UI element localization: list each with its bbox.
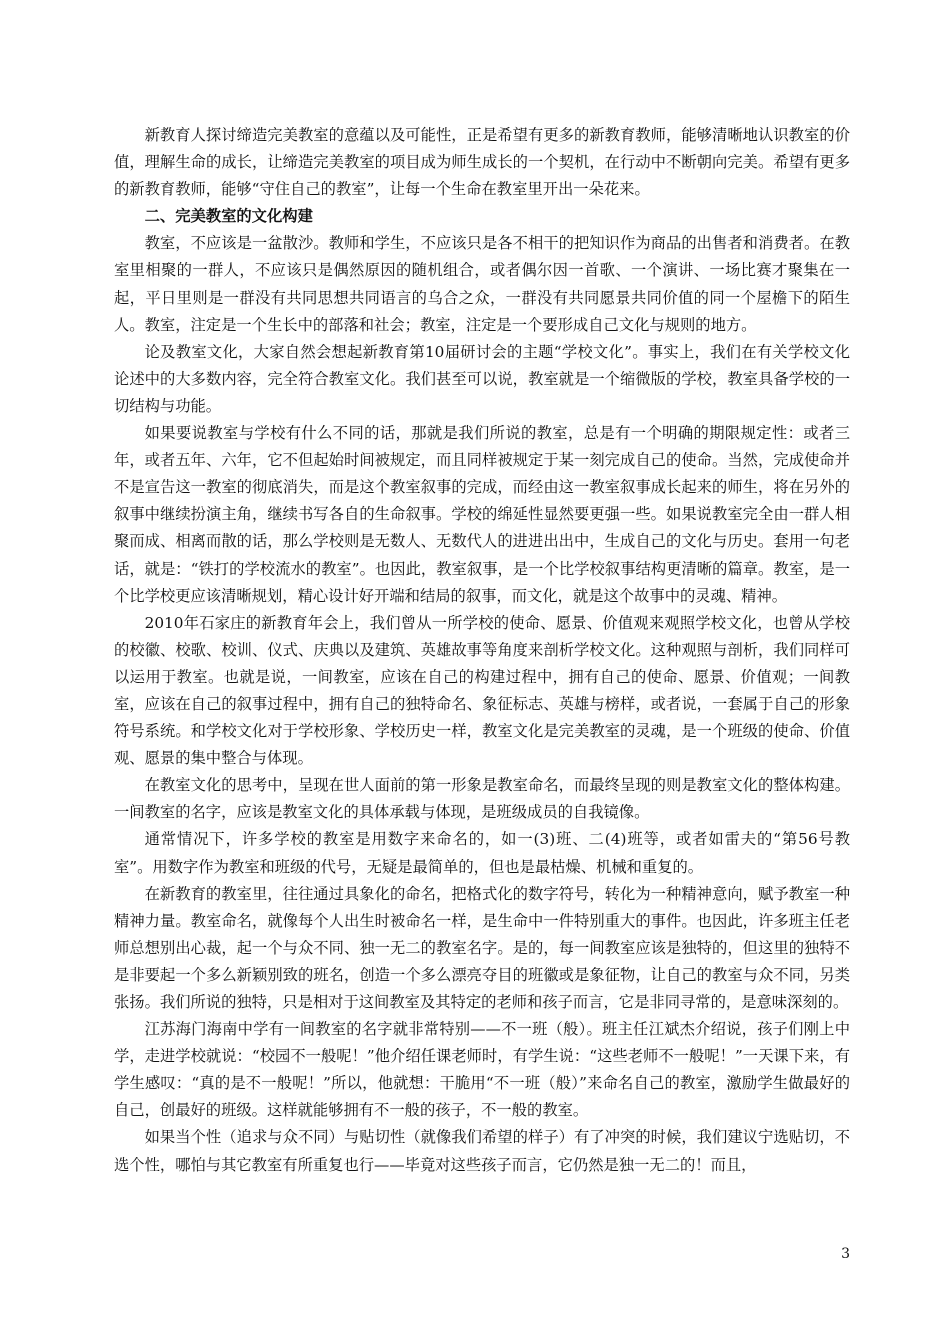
body-paragraph: 如果当个性（追求与众不同）与贴切性（就像我们希望的样子）有了冲突的时候，我们建议宁选贴切，不选个性，哪怕与其它教室有所重复也行——毕竟对这些孩子而言，它仍然是独一无二的！而且， bbox=[114, 1128, 850, 1174]
body-paragraph: 通常情况下，许多学校的教室是用数字来命名的，如一(3)班、二(4)班等，或者如雷夫的“第56号教室”。用数字作为教室和班级的代号，无疑是最简单的，但也是最枯燥、机械和重复的。 bbox=[114, 830, 850, 876]
page-number: 3 bbox=[841, 1246, 850, 1262]
body-paragraph: 新教育人探讨缔造完美教室的意蕴以及可能性，正是希望有更多的新教育教师，能够清晰地认识教室的价值，理解生命的成长，让缔造完美教室的项目成为师生成长的一个契机，在行动中不断朝向完美。希望有更多的新教育教师，能够“守住自己的教室”，让每一个生命在教室里开出一朵花来。 bbox=[114, 126, 850, 199]
body-paragraph: 论及教室文化，大家自然会想起新教育第10届研讨会的主题“学校文化”。事实上，我们在有关学校文化论述中的大多数内容，完全符合教室文化。我们甚至可以说，教室就是一个缩微版的学校，教室具备学校的一切结构与功能。 bbox=[114, 342, 850, 415]
body-paragraph: 教室，不应该是一盆散沙。教师和学生，不应该只是各不相干的把知识作为商品的出售者和消费者。在教室里相聚的一群人，不应该只是偶然原因的随机组合，或者偶尔因一首歌、一个演讲、一场比赛才聚集在一起，平日里则是一群没有共同思想共同语言的乌合之众，一群没有共同愿景共同价值的同一个屋檐下的陌生人。教室，注定是一个生长中的部落和社会；教室，注定是一个要形成自己文化与规则的地方。 bbox=[114, 234, 850, 334]
body-paragraph: 在教室文化的思考中，呈现在世人面前的第一形象是教室命名，而最终呈现的则是教室文化的整体构建。一间教室的名字，应该是教室文化的具体承载与体现，是班级成员的自我镜像。 bbox=[114, 776, 850, 822]
body-paragraph: 在新教育的教室里，往往通过具象化的命名，把格式化的数字符号，转化为一种精神意向，赋予教室一种精神力量。教室命名，就像每个人出生时被命名一样，是生命中一件特别重大的事件。也因此，许多班主任老师总想别出心裁，起一个与众不同、独一无二的教室名字。是的，每一间教室应该是独特的，但这里的独特不是非要起一个多么新颖别致的班名，创造一个多么漂亮夺目的班徽或是象征物，让自己的教室与众不同，另类张扬。我们所说的独特，只是相对于这间教室及其特定的老师和孩子而言，它是非同寻常的，是意味深刻的。 bbox=[114, 884, 850, 1011]
body-paragraph: 如果要说教室与学校有什么不同的话，那就是我们所说的教室，总是有一个明确的期限规定性：或者三年，或者五年、六年，它不但起始时间被规定，而且同样被规定于某一刻完成自己的使命。当然，完成使命并不是宣告这一教室的彻底消失，而是这个教室叙事的完成，而经由这一教室叙事成长起来的师生，将在另外的叙事中继续扮演主角，继续书写各自的生命叙事。学校的绵延性显然要更强一些。如果说教室完全由一群人相聚而成、相离而散的话，那么学校则是无数人、无数代人的进进出出中，生成自己的文化与历史。套用一句老话，就是：“铁打的学校流水的教室”。也因此，教室叙事，是一个比学校叙事结构更清晰的篇章。教室，是一个比学校更应该清晰规划，精心设计好开端和结局的叙事，而文化，就是这个故事中的灵魂、精神。 bbox=[114, 424, 850, 605]
section-heading: 二、完美教室的文化构建 bbox=[144, 207, 313, 226]
body-paragraph: 江苏海门海南中学有一间教室的名字就非常特别——不一班（般）。班主任江斌杰介绍说，孩子们刚上中学，走进学校就说：“校园不一般呢！”他介绍任课老师时，有学生说：“这些老师不一般呢！”一天课下来，有学生感叹：“真的是不一般呢！”所以，他就想：干脆用“不一班（般）”来命名自己的教室，激励学生做最好的自己，创最好的班级。这样就能够拥有不一般的孩子，不一般的教室。 bbox=[114, 1020, 850, 1120]
body-paragraph: 2010年石家庄的新教育年会上，我们曾从一所学校的使命、愿景、价值观来观照学校文化，也曾从学校的校徽、校歌、校训、仪式、庆典以及建筑、英雄故事等角度来剖析学校文化。这种观照与剖析，我们同样可以运用于教室。也就是说，一间教室，应该在自己的构建过程中，拥有自己的使命、愿景、价值观；一间教室，应该在自己的叙事过程中，拥有自己的独特命名、象征标志、英雄与榜样，或者说，一套属于自己的形象符号系统。和学校文化对于学校形象、学校历史一样，教室文化是完美教室的灵魂，是一个班级的使命、价值观、愿景的集中整合与体现。 bbox=[114, 613, 850, 768]
page-content bbox=[114, 122, 850, 1179]
